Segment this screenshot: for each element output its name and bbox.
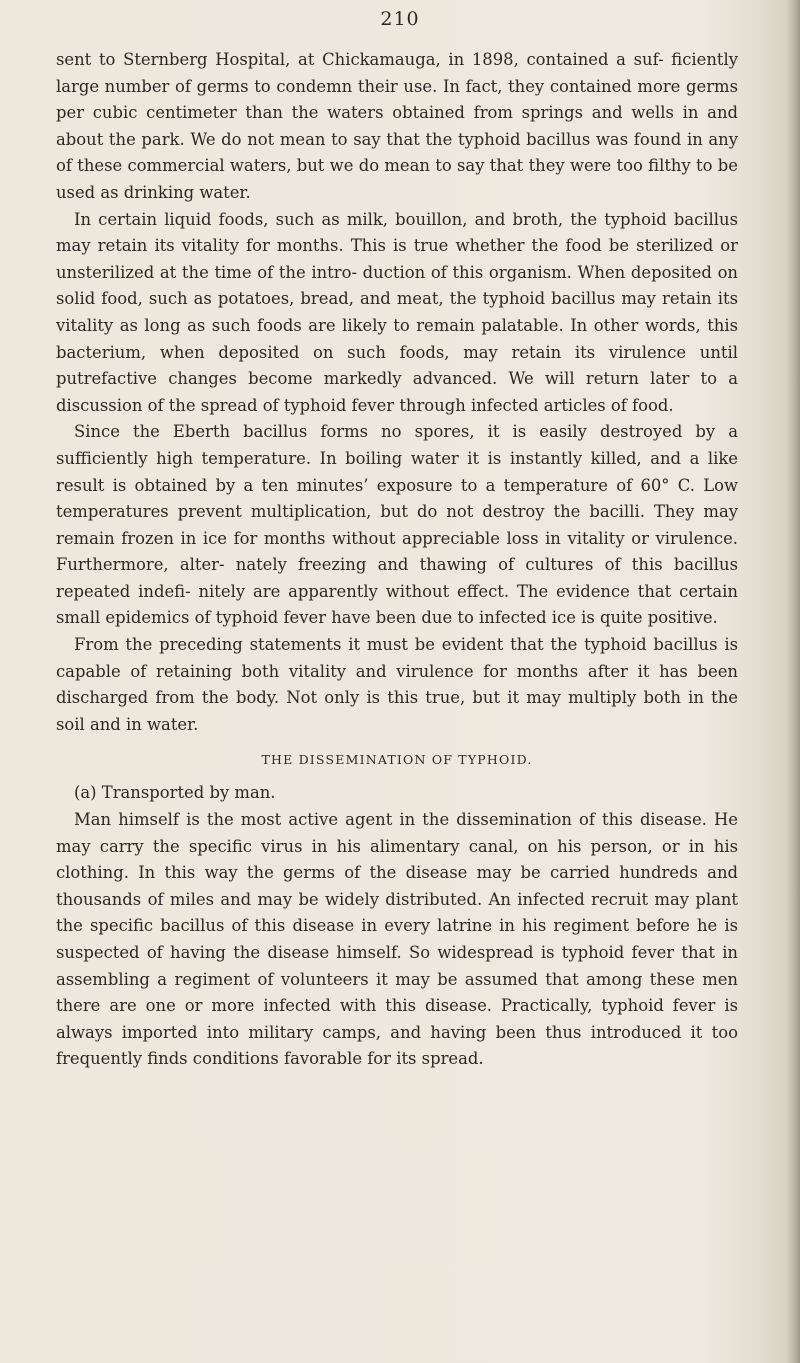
page-number: 210 bbox=[380, 8, 420, 30]
paragraph-preceding-statements: From the preceding statements it must be evident that the typhoid bacillus is capable of retaining both vitality and virulence for months after it has been discharged from the body. Not only is this true, but it may multiply both in the soil and in water. bbox=[56, 635, 738, 734]
page-edge-shadow bbox=[786, 0, 800, 1363]
paragraph-liquid-foods: In certain liquid foods, such as milk, bouillon, and broth, the typhoid bacillus may retain its vitality for months. This is true whether the food be sterilized or unsterilized at the time of the intro- duction of this organism. When deposited on solid food, such as potatoes, bread, and meat, the typhoid bacillus may retain its vitality as long as such foods are likely to remain palatable. In other words, this bacterium, when deposited on such foods, may retain its virulence until putrefactive changes become markedly advanced. We will return later to a discussion of the spread of typhoid fever through infected articles of food. bbox=[56, 209, 738, 415]
section-heading: THE DISSEMINATION OF TYPHOID. bbox=[261, 752, 533, 768]
paragraph-temperature: Since the Eberth bacillus forms no spores, it is easily destroyed by a sufficiently high temperature. In boiling water it is instantly killed, and a like result is obtained by a ten minutes’ exposure to a temperature of 60° C. Low temperatures prevent multiplication, but do not destroy the bacilli. They may remain frozen in ice for months without appreciable loss in vitality or virulence. Furthermore, alter- nately freezing and thawing of cultures of this bacillus repeated indefi- nitely are apparently without effect. The evidence that certain small epidemics of typhoid fever have been due to infected ice is quite positive. bbox=[56, 422, 738, 628]
paragraph-man-transport: Man himself is the most active agent in the dissemination of this disease. He may carry the specific virus in his alimentary canal, on his person, or in his clothing. In this way the germs of the disease may be carried hundreds and thousands of miles and may be widely distributed. An infected recruit may plant the specific bacillus of this disease in every latrine in his regiment before he is suspected of having the disease himself. So widespread is typhoid fever that in assembling a regiment of volunteers it may be assumed that among these men there are one or more infected with this disease. Practically, typhoid fever is always imported into military camps, and having been thus introduced it too frequently finds conditions favorable for its spread. bbox=[56, 810, 738, 1069]
subsection-heading: (a) Transported by man. bbox=[74, 783, 276, 803]
body-text bbox=[56, 47, 738, 1073]
paragraph-continuation: sent to Sternberg Hospital, at Chickamauga, in 1898, contained a suf- ficiently large number of germs to condemn their use. In fact, they contained more germs per cubic centimeter than the waters obtained from springs and wells in and about the park. We do not mean to say that the typhoid bacillus was found in any of these commercial waters, but we do mean to say that they were too filthy to be used as drinking water. bbox=[56, 50, 738, 202]
